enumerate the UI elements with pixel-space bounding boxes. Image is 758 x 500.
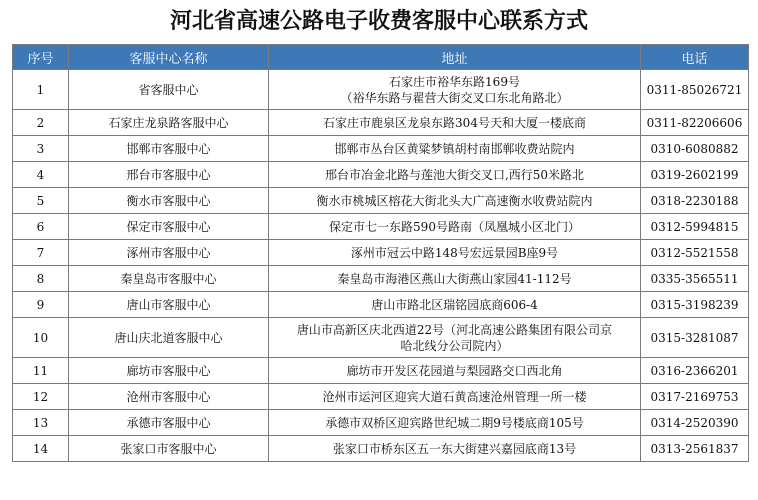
table-row: [13, 70, 749, 110]
cell-name: 保定市客服中心: [69, 214, 269, 240]
cell-address: 唐山市路北区瑞铭园底商606-4: [269, 292, 641, 318]
cell-address: 石家庄市鹿泉区龙泉东路304号天和大厦一楼底商: [269, 110, 641, 136]
cell-address: [269, 70, 641, 110]
cell-index: 3: [13, 136, 69, 162]
address-line-1: 石家庄市裕华东路169号: [389, 74, 520, 89]
table-row: [13, 358, 749, 384]
cell-index: 9: [13, 292, 69, 318]
address-line-2: 哈北线分公司院内）: [400, 338, 509, 353]
table-row: [13, 162, 749, 188]
cell-phone: 0311-82206606: [641, 110, 749, 136]
cell-name: 沧州市客服中心: [69, 384, 269, 410]
header-address: 地址: [269, 45, 641, 70]
cell-phone: 0312-5521558: [641, 240, 749, 266]
cell-address: 涿州市冠云中路148号宏远景园B座9号: [269, 240, 641, 266]
cell-address: 廊坊市开发区花园道与梨园路交口西北角: [269, 358, 641, 384]
cell-address: 沧州市运河区迎宾大道石黄高速沧州管理一所一楼: [269, 384, 641, 410]
address-line-2: （裕华东路与翟营大街交叉口东北角路北）: [340, 90, 569, 105]
address-line-1: 唐山市高新区庆北西道22号（河北高速公路集团有限公司京: [296, 322, 613, 337]
cell-phone: 0310-6080882: [641, 136, 749, 162]
table-row: [13, 110, 749, 136]
cell-index: 13: [13, 410, 69, 436]
cell-name: 张家口市客服中心: [69, 436, 269, 462]
cell-index: 11: [13, 358, 69, 384]
table-row: [13, 266, 749, 292]
cell-name: 涿州市客服中心: [69, 240, 269, 266]
contact-table: [12, 44, 749, 462]
header-index: 序号: [13, 45, 69, 70]
cell-name: 石家庄龙泉路客服中心: [69, 110, 269, 136]
table-row: [13, 384, 749, 410]
cell-phone: 0313-2561837: [641, 436, 749, 462]
cell-name: 廊坊市客服中心: [69, 358, 269, 384]
table-row: [13, 214, 749, 240]
cell-phone: 0315-3198239: [641, 292, 749, 318]
cell-index: 6: [13, 214, 69, 240]
cell-index: 4: [13, 162, 69, 188]
cell-index: 1: [13, 70, 69, 110]
cell-address: 秦皇岛市海港区燕山大街燕山家园41-112号: [269, 266, 641, 292]
cell-name: 省客服中心: [69, 70, 269, 110]
cell-index: 5: [13, 188, 69, 214]
cell-address: 衡水市桃城区榕花大街北头大广高速衡水收费站院内: [269, 188, 641, 214]
cell-index: 2: [13, 110, 69, 136]
cell-phone: 0318-2230188: [641, 188, 749, 214]
cell-address: [269, 318, 641, 358]
cell-index: 7: [13, 240, 69, 266]
table-row: [13, 318, 749, 358]
cell-address: 张家口市桥东区五一东大街建兴嘉园底商13号: [269, 436, 641, 462]
cell-name: 邯郸市客服中心: [69, 136, 269, 162]
cell-name: 承德市客服中心: [69, 410, 269, 436]
table-row: [13, 240, 749, 266]
cell-name: 邢台市客服中心: [69, 162, 269, 188]
cell-index: 14: [13, 436, 69, 462]
cell-phone: 0315-3281087: [641, 318, 749, 358]
cell-index: 10: [13, 318, 69, 358]
table-row: [13, 136, 749, 162]
cell-index: 8: [13, 266, 69, 292]
table-row: [13, 410, 749, 436]
cell-phone: 0317-2169753: [641, 384, 749, 410]
cell-phone: 0314-2520390: [641, 410, 749, 436]
table-body: [13, 70, 749, 462]
cell-address: 承德市双桥区迎宾路世纪城二期9号楼底商105号: [269, 410, 641, 436]
table-row: [13, 188, 749, 214]
cell-phone: 0316-2366201: [641, 358, 749, 384]
header-name: 客服中心名称: [69, 45, 269, 70]
cell-phone: 0311-85026721: [641, 70, 749, 110]
page-title: 河北省高速公路电子收费客服中心联系方式: [169, 9, 588, 34]
table-row: [13, 436, 749, 462]
cell-phone: 0312-5994815: [641, 214, 749, 240]
cell-address: 邢台市冶金北路与莲池大街交叉口,西行50米路北: [269, 162, 641, 188]
cell-name: 秦皇岛市客服中心: [69, 266, 269, 292]
cell-index: 12: [13, 384, 69, 410]
cell-address: 保定市七一东路590号路南（凤凰城小区北门）: [269, 214, 641, 240]
cell-phone: 0319-2602199: [641, 162, 749, 188]
cell-name: 唐山市客服中心: [69, 292, 269, 318]
cell-name: 衡水市客服中心: [69, 188, 269, 214]
header-phone: 电话: [641, 45, 749, 70]
table-row: [13, 292, 749, 318]
table-header-row: [13, 45, 749, 70]
cell-address: 邯郸市丛台区黄粱梦镇胡村南邯郸收费站院内: [269, 136, 641, 162]
cell-name: 唐山庆北道客服中心: [69, 318, 269, 358]
cell-phone: 0335-3565511: [641, 266, 749, 292]
